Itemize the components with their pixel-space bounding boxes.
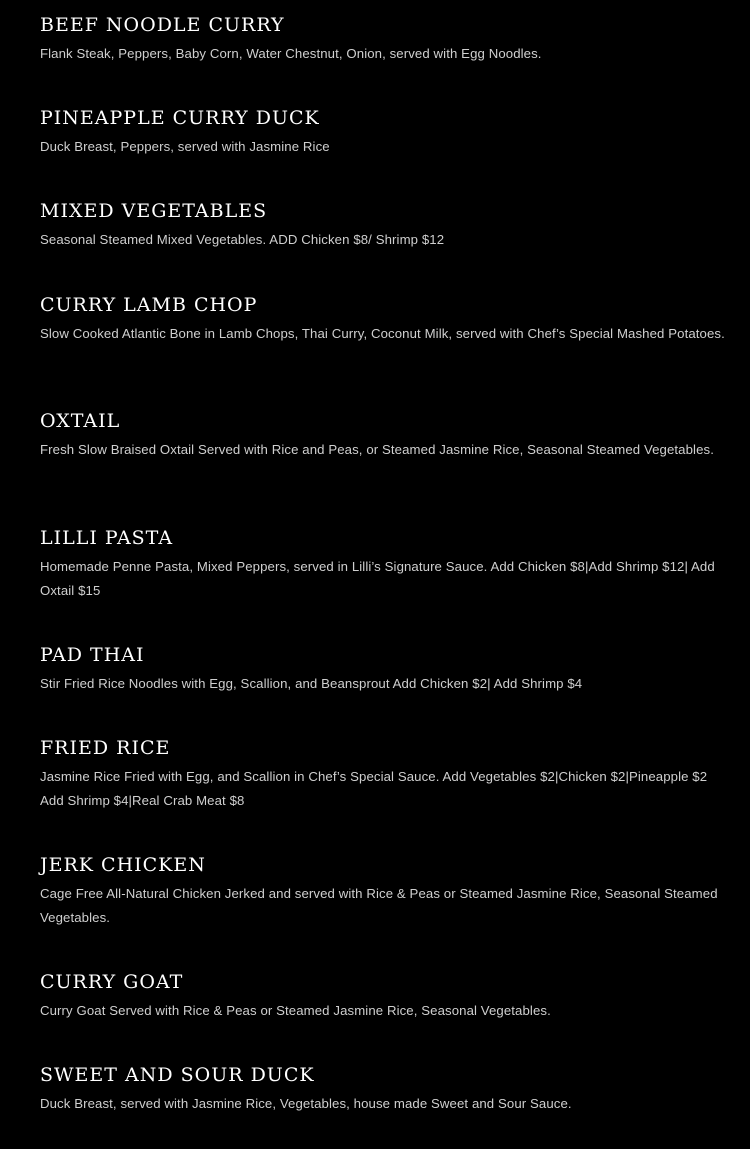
menu-item-description: Homemade Penne Pasta, Mixed Peppers, served in Lilli’s Signature Sauce. Add Chicken $8|Add Shrimp $12| Add Oxtail $15: [40, 559, 715, 598]
menu-item: [40, 643, 730, 696]
menu-item: [40, 1063, 730, 1116]
menu-item: [40, 199, 730, 252]
menu-item-name: JERK CHICKEN: [40, 854, 206, 876]
menu-item-description: Slow Cooked Atlantic Bone in Lamb Chops, Thai Curry, Coconut Milk, served with Chef’s Special Mashed Potatoes.: [40, 326, 725, 341]
menu-item: [40, 293, 730, 346]
menu-item: [40, 853, 730, 929]
menu-item-name: SWEET AND SOUR DUCK: [40, 1064, 315, 1086]
menu-item-description: Cage Free All-Natural Chicken Jerked and served with Rice & Peas or Steamed Jasmine Rice, Seasonal Steamed Vegetables.: [40, 886, 718, 925]
menu-item-name: FRIED RICE: [40, 737, 171, 759]
menu-item: [40, 13, 730, 66]
menu-item-name: OXTAIL: [40, 410, 121, 432]
menu-item-name: CURRY LAMB CHOP: [40, 294, 258, 316]
menu-item-description: Stir Fried Rice Noodles with Egg, Scallion, and Beansprout Add Chicken $2| Add Shrimp $4: [40, 676, 583, 691]
menu-item-name: BEEF NOODLE CURRY: [40, 14, 285, 36]
menu-item: [40, 970, 730, 1023]
menu-item-name: PINEAPPLE CURRY DUCK: [40, 107, 320, 129]
menu-item-name: LILLI PASTA: [40, 527, 174, 549]
menu-item-name: PAD THAI: [40, 644, 145, 666]
menu-item-name: MIXED VEGETABLES: [40, 200, 268, 222]
menu-item: [40, 106, 730, 159]
menu-item-name: CURRY GOAT: [40, 971, 184, 993]
menu-item-description: Flank Steak, Peppers, Baby Corn, Water Chestnut, Onion, served with Egg Noodles.: [40, 46, 542, 61]
menu-item: [40, 409, 730, 462]
menu-item-description: Duck Breast, served with Jasmine Rice, Vegetables, house made Sweet and Sour Sauce.: [40, 1096, 572, 1111]
menu-item: [40, 736, 730, 812]
menu-item-description: Fresh Slow Braised Oxtail Served with Rice and Peas, or Steamed Jasmine Rice, Seasonal Steamed Vegetables.: [40, 442, 714, 457]
menu-item: [40, 526, 730, 602]
menu-item-description: Curry Goat Served with Rice & Peas or Steamed Jasmine Rice, Seasonal Vegetables.: [40, 1003, 551, 1018]
menu-item-description: Duck Breast, Peppers, served with Jasmine Rice: [40, 139, 330, 154]
menu-item-description: Jasmine Rice Fried with Egg, and Scallion in Chef’s Special Sauce. Add Vegetables $2|Chicken $2|Pineapple $2 Add Shrimp $4|Real Crab Meat $8: [40, 769, 708, 808]
menu-item-description: Seasonal Steamed Mixed Vegetables. ADD Chicken $8/ Shrimp $12: [40, 232, 445, 247]
